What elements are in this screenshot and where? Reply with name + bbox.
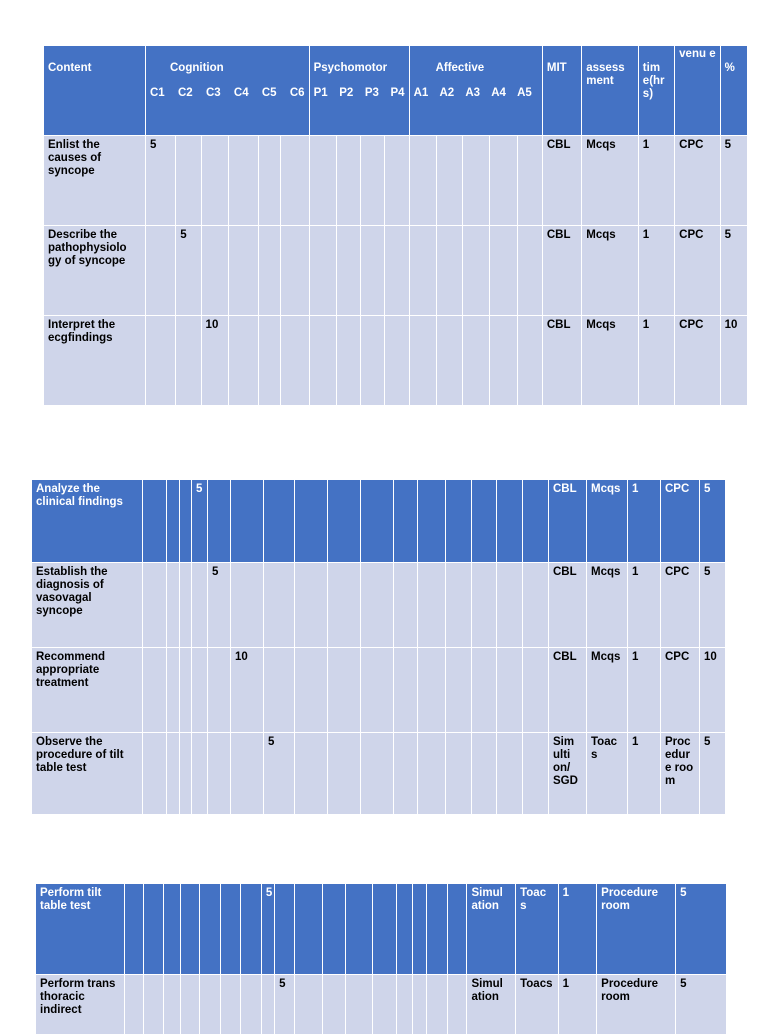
domain-cell <box>436 136 462 226</box>
domain-cell <box>345 884 372 975</box>
table-row <box>32 563 726 648</box>
domain-cell <box>264 648 295 733</box>
domain-cell <box>394 480 418 563</box>
domain-cell <box>146 226 176 316</box>
score-cell: 10 <box>231 648 264 733</box>
objective-cell: Interpret the ecgfindings <box>44 316 146 406</box>
sub-a4: A4 <box>491 87 506 99</box>
domain-cell <box>490 316 517 406</box>
time-cell: 1 <box>628 480 661 563</box>
domain-cell <box>125 975 144 1035</box>
domain-cell <box>497 563 523 648</box>
domain-cell <box>394 563 418 648</box>
sub-p1: P1 <box>313 87 328 99</box>
domain-cell <box>328 480 361 563</box>
sub-p2: P2 <box>339 87 354 99</box>
percent-cell: 10 <box>700 648 726 733</box>
sub-a5: A5 <box>517 87 532 99</box>
percent-cell: 5 <box>676 975 727 1035</box>
assessment-cell: Toacs <box>516 975 559 1035</box>
score-cell: 5 <box>192 480 208 563</box>
domain-cell <box>309 136 336 226</box>
domain-cell <box>523 480 549 563</box>
domain-cell <box>426 884 447 975</box>
mit-cell: CBL <box>549 480 587 563</box>
domain-cell <box>361 733 394 815</box>
domain-cell <box>497 648 523 733</box>
objective-cell: Recommend appropriate treatment <box>32 648 143 733</box>
domain-cell <box>523 733 549 815</box>
domain-cell <box>373 975 396 1035</box>
domain-cell <box>448 884 467 975</box>
assessment-cell: Mcqs <box>587 563 628 648</box>
domain-cell <box>517 316 542 406</box>
domain-cell <box>143 733 167 815</box>
score-cell: 5 <box>208 563 231 648</box>
sub-c5: C5 <box>261 87 277 99</box>
domain-cell <box>264 480 295 563</box>
domain-cell <box>472 648 497 733</box>
domain-cell <box>396 975 412 1035</box>
domain-cell <box>125 884 144 975</box>
sub-c3: C3 <box>205 87 221 99</box>
domain-cell <box>322 975 345 1035</box>
domain-cell <box>322 884 345 975</box>
domain-cell <box>309 226 336 316</box>
domain-cell <box>180 884 199 975</box>
domain-cell <box>361 316 385 406</box>
domain-cell <box>463 316 490 406</box>
header-affective <box>409 46 542 136</box>
assessment-cell: Mcqs <box>582 136 639 226</box>
domain-cell <box>436 316 462 406</box>
percent-cell: 10 <box>720 316 747 406</box>
domain-cell <box>517 136 542 226</box>
objective-cell: Analyze the clinical findings <box>32 480 143 563</box>
assessment-cell: Mcqs <box>582 316 639 406</box>
domain-cell <box>361 226 385 316</box>
percent-cell: 5 <box>700 733 726 815</box>
domain-cell <box>295 648 328 733</box>
percent-cell: 5 <box>720 226 747 316</box>
venue-cell: CPC <box>661 480 700 563</box>
header-cognition <box>146 46 310 136</box>
assessment-cell: Mcqs <box>587 648 628 733</box>
header-assessment: assess ment <box>582 46 639 136</box>
domain-cell <box>345 975 372 1035</box>
sub-c2: C2 <box>177 87 193 99</box>
domain-cell <box>446 480 472 563</box>
time-cell: 1 <box>628 733 661 815</box>
domain-cell <box>295 975 322 1035</box>
domain-cell <box>176 316 201 406</box>
domain-cell <box>446 733 472 815</box>
domain-cell <box>144 884 163 975</box>
score-cell: 5 <box>264 733 295 815</box>
venue-cell: CPC <box>675 316 720 406</box>
percent-cell: 5 <box>720 136 747 226</box>
domain-cell <box>228 226 258 316</box>
mit-cell: CBL <box>549 648 587 733</box>
domain-cell <box>295 563 328 648</box>
domain-cell <box>394 733 418 815</box>
domain-cell <box>517 226 542 316</box>
domain-cell <box>336 136 360 226</box>
domain-cell <box>192 563 208 648</box>
domain-cell <box>385 136 409 226</box>
domain-cell <box>385 316 409 406</box>
header-venue: venu e <box>675 46 720 136</box>
domain-cell <box>281 136 309 226</box>
psychomotor-sub-headers <box>314 87 405 100</box>
domain-cell <box>448 975 467 1035</box>
score-cell: 5 <box>146 136 176 226</box>
domain-cell <box>373 884 396 975</box>
domain-cell <box>180 975 199 1035</box>
domain-cell <box>436 226 462 316</box>
affective-label: Affective <box>435 62 485 74</box>
table-row <box>32 648 726 733</box>
domain-cell <box>385 226 409 316</box>
objective-cell: Perform trans thoracic indirect <box>36 975 125 1035</box>
domain-cell <box>426 975 447 1035</box>
domain-cell <box>144 975 163 1035</box>
sub-c1: C1 <box>150 87 165 99</box>
sub-a2: A2 <box>439 87 455 99</box>
domain-cell <box>221 884 240 975</box>
domain-cell <box>472 563 497 648</box>
table-row <box>32 733 726 815</box>
domain-cell <box>264 563 295 648</box>
domain-cell <box>180 563 192 648</box>
domain-cell <box>412 975 426 1035</box>
time-cell: 1 <box>638 316 674 406</box>
table-row <box>32 480 726 563</box>
assessment-cell: Toac s <box>516 884 559 975</box>
domain-cell <box>472 733 497 815</box>
header-mit: MIT <box>542 46 581 136</box>
sub-p3: P3 <box>364 87 379 99</box>
domain-cell <box>163 884 180 975</box>
domain-cell <box>409 316 436 406</box>
header-percent: % <box>720 46 747 136</box>
domain-cell <box>412 884 426 975</box>
cognition-sub-headers <box>150 87 305 100</box>
assessment-cell: Mcqs <box>587 480 628 563</box>
domain-cell <box>523 563 549 648</box>
assessment-cell: Mcqs <box>582 226 639 316</box>
objective-cell: Establish the diagnosis of vasovagal syncope <box>32 563 143 648</box>
mit-cell: Simul ation <box>467 884 516 975</box>
domain-cell <box>201 136 228 226</box>
objective-cell: Perform tilt table test <box>36 884 125 975</box>
domain-cell <box>490 226 517 316</box>
domain-cell <box>163 975 180 1035</box>
time-cell: 1 <box>628 648 661 733</box>
domain-cell <box>361 648 394 733</box>
domain-cell <box>259 316 281 406</box>
domain-cell <box>180 733 192 815</box>
domain-cell <box>143 563 167 648</box>
domain-cell <box>418 648 446 733</box>
domain-cell <box>259 226 281 316</box>
domain-cell <box>328 733 361 815</box>
domain-cell <box>361 563 394 648</box>
domain-cell <box>167 648 180 733</box>
table-row <box>36 884 727 975</box>
domain-cell <box>231 563 264 648</box>
domain-cell <box>497 480 523 563</box>
sub-a1: A1 <box>413 87 429 99</box>
domain-cell <box>228 316 258 406</box>
domain-cell <box>409 226 436 316</box>
domain-cell <box>361 480 394 563</box>
domain-cell <box>231 480 264 563</box>
mit-cell: CBL <box>542 226 581 316</box>
header-psychomotor <box>309 46 409 136</box>
assessment-cell: Toacs <box>587 733 628 815</box>
venue-cell: Procedure room <box>597 975 676 1035</box>
domain-cell <box>394 648 418 733</box>
sub-c4: C4 <box>233 87 249 99</box>
domain-cell <box>200 884 221 975</box>
time-cell: 1 <box>638 226 674 316</box>
score-cell: 10 <box>201 316 228 406</box>
domain-cell <box>176 136 201 226</box>
domain-cell <box>146 316 176 406</box>
score-cell: 5 <box>261 884 274 975</box>
objective-cell: Describe the pathophysiolo gy of syncope <box>44 226 146 316</box>
table-row <box>36 975 727 1035</box>
mit-cell: CBL <box>542 316 581 406</box>
domain-cell <box>201 226 228 316</box>
venue-cell: CPC <box>661 648 700 733</box>
domain-cell <box>328 648 361 733</box>
domain-cell <box>228 136 258 226</box>
venue-cell: Proc edur e roo m <box>661 733 700 815</box>
percent-cell: 5 <box>700 563 726 648</box>
domain-cell <box>167 480 180 563</box>
domain-cell <box>231 733 264 815</box>
venue-cell: CPC <box>661 563 700 648</box>
objective-cell: Observe the procedure of tilt table test <box>32 733 143 815</box>
cognition-label: Cognition <box>170 62 224 74</box>
time-cell: 1 <box>558 975 597 1035</box>
domain-cell <box>221 975 240 1035</box>
time-cell: 1 <box>628 563 661 648</box>
domain-cell <box>523 648 549 733</box>
domain-cell <box>192 648 208 733</box>
domain-cell <box>418 563 446 648</box>
sub-c6: C6 <box>289 87 305 99</box>
domain-cell <box>295 884 322 975</box>
psychomotor-label: Psychomotor <box>313 62 388 74</box>
mit-cell: Sim ulti on/ SGD <box>549 733 587 815</box>
table-row <box>44 316 748 406</box>
table-row <box>44 226 748 316</box>
domain-cell <box>281 226 309 316</box>
venue-cell: CPC <box>675 136 720 226</box>
domain-cell <box>472 480 497 563</box>
score-cell: 5 <box>176 226 201 316</box>
domain-cell <box>490 136 517 226</box>
domain-cell <box>167 563 180 648</box>
venue-cell: Procedure room <box>597 884 676 975</box>
table-row <box>44 136 748 226</box>
domain-cell <box>295 733 328 815</box>
objectives-table-1 <box>43 45 748 406</box>
domain-cell <box>336 316 360 406</box>
domain-cell <box>446 563 472 648</box>
domain-cell <box>361 136 385 226</box>
score-cell: 5 <box>275 975 295 1035</box>
domain-cell <box>180 648 192 733</box>
domain-cell <box>418 733 446 815</box>
domain-cell <box>208 648 231 733</box>
domain-cell <box>409 136 436 226</box>
objectives-table-3 <box>35 883 727 1035</box>
domain-cell <box>167 733 180 815</box>
domain-cell <box>418 480 446 563</box>
domain-cell <box>200 975 221 1035</box>
domain-cell <box>240 884 261 975</box>
domain-cell <box>240 975 261 1035</box>
time-cell: 1 <box>638 136 674 226</box>
affective-sub-headers <box>414 87 538 100</box>
domain-cell <box>261 975 274 1035</box>
domain-cell <box>192 733 208 815</box>
mit-cell: CBL <box>549 563 587 648</box>
domain-cell <box>143 648 167 733</box>
domain-cell <box>281 316 309 406</box>
percent-cell: 5 <box>676 884 727 975</box>
domain-cell <box>143 480 167 563</box>
mit-cell: Simul ation <box>467 975 516 1035</box>
domain-cell <box>295 480 328 563</box>
domain-cell <box>328 563 361 648</box>
objective-cell: Enlist the causes of syncope <box>44 136 146 226</box>
domain-cell <box>275 884 295 975</box>
domain-cell <box>309 316 336 406</box>
sub-p4: P4 <box>390 87 405 99</box>
objectives-table-2 <box>31 479 726 815</box>
domain-cell <box>180 480 192 563</box>
domain-cell <box>463 226 490 316</box>
domain-cell <box>208 733 231 815</box>
domain-cell <box>497 733 523 815</box>
domain-cell <box>463 136 490 226</box>
domain-cell <box>446 648 472 733</box>
venue-cell: CPC <box>675 226 720 316</box>
domain-cell <box>396 884 412 975</box>
header-content: Content <box>44 46 146 136</box>
domain-cell <box>336 226 360 316</box>
time-cell: 1 <box>558 884 597 975</box>
percent-cell: 5 <box>700 480 726 563</box>
domain-cell <box>208 480 231 563</box>
header-time: tim e(hr s) <box>638 46 674 136</box>
sub-a3: A3 <box>465 87 481 99</box>
domain-cell <box>259 136 281 226</box>
mit-cell: CBL <box>542 136 581 226</box>
